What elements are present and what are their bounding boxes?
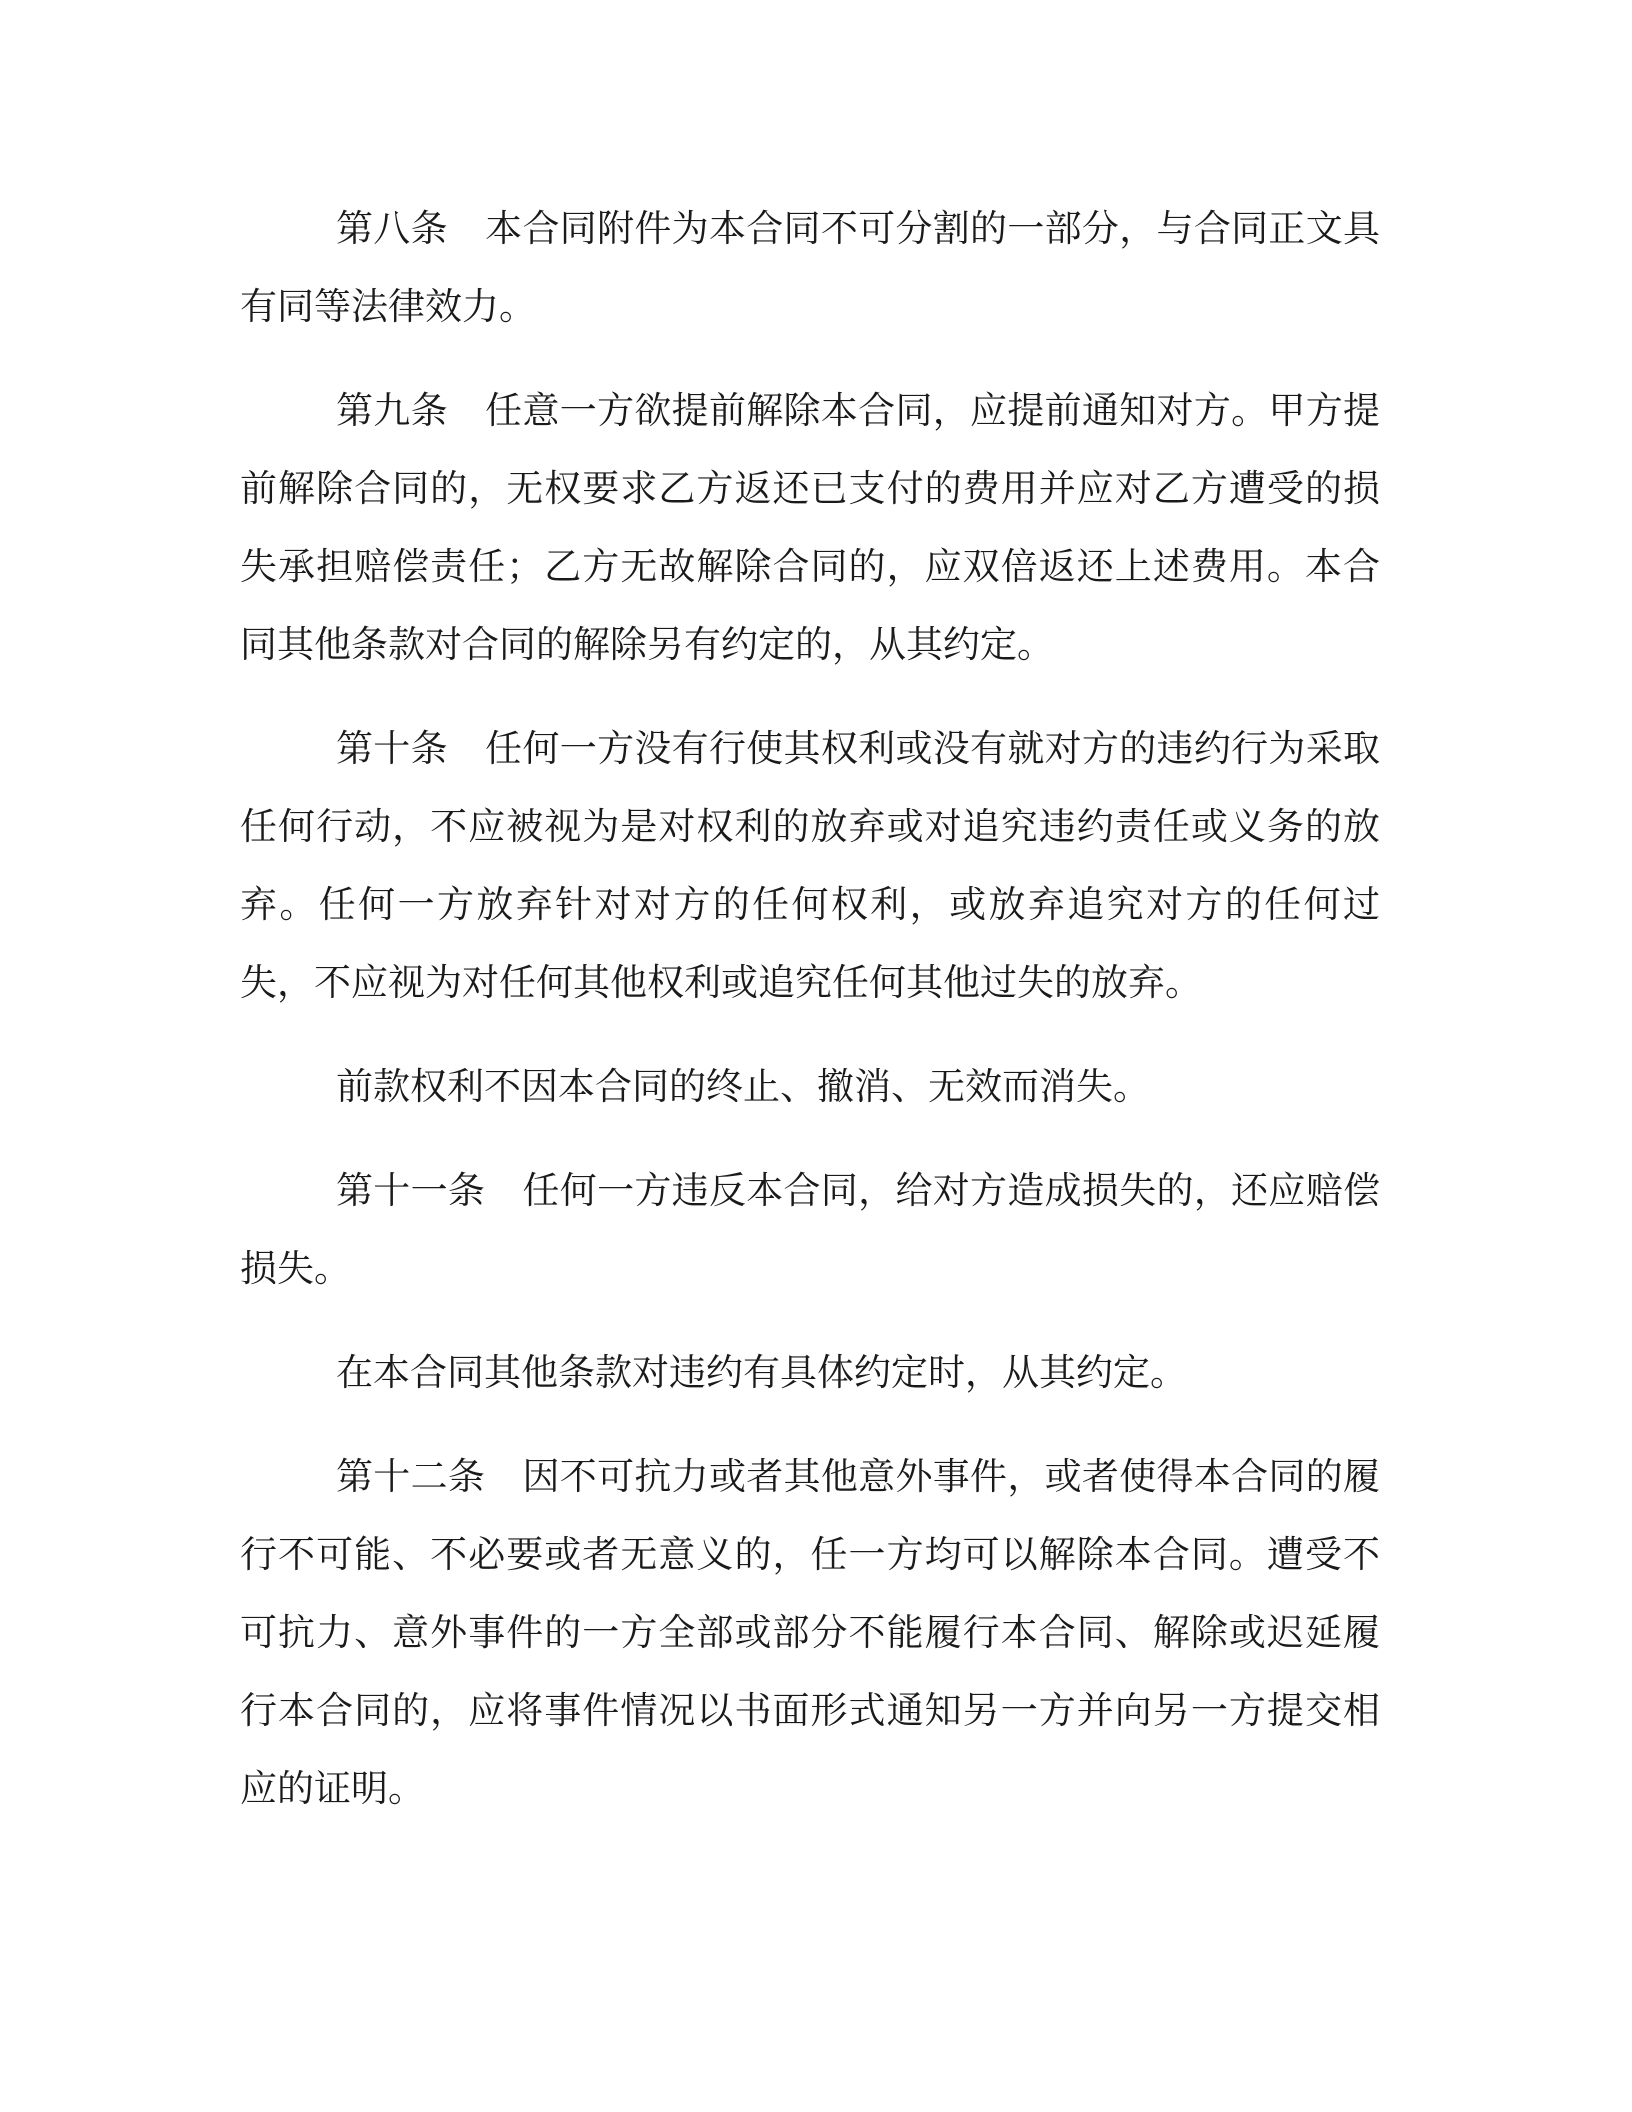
article-10-paragraph: 第十条 任何一方没有行使其权利或没有就对方的违约行为采取任何行动，不应被视为是对权利的放弃或对追究违约责任或义务的放弃。任何一方放弃针对对方的任何权利，或放弃追究对方的任何过失，不应视为对任何其他权利或追究任何其他过失的放弃。 [240,727,1380,1004]
article-11-clause-paragraph: 在本合同其他条款对违约有具体约定时，从其约定。 [336,1351,1187,1394]
article-8-paragraph: 第八条 本合同附件为本合同不可分割的一部分，与合同正文具有同等法律效力。 [240,207,1380,328]
article-10-clause-paragraph: 前款权利不因本合同的终止、撤消、无效而消失。 [336,1065,1150,1108]
document-page [240,190,1380,1854]
article-11-paragraph: 第十一条 任何一方违反本合同，给对方造成损失的，还应赔偿损失。 [240,1169,1380,1290]
article-9-paragraph: 第九条 任意一方欲提前解除本合同，应提前通知对方。甲方提前解除合同的，无权要求乙方返还已支付的费用并应对乙方遭受的损失承担赔偿责任；乙方无故解除合同的，应双倍返还上述费用。本合同其他条款对合同的解除另有约定的，从其约定。 [240,389,1380,666]
article-12-paragraph: 第十二条 因不可抗力或者其他意外事件，或者使得本合同的履行不可能、不必要或者无意义的，任一方均可以解除本合同。遭受不可抗力、意外事件的一方全部或部分不能履行本合同、解除或迟延履行本合同的，应将事件情况以书面形式通知另一方并向另一方提交相应的证明。 [240,1455,1380,1810]
